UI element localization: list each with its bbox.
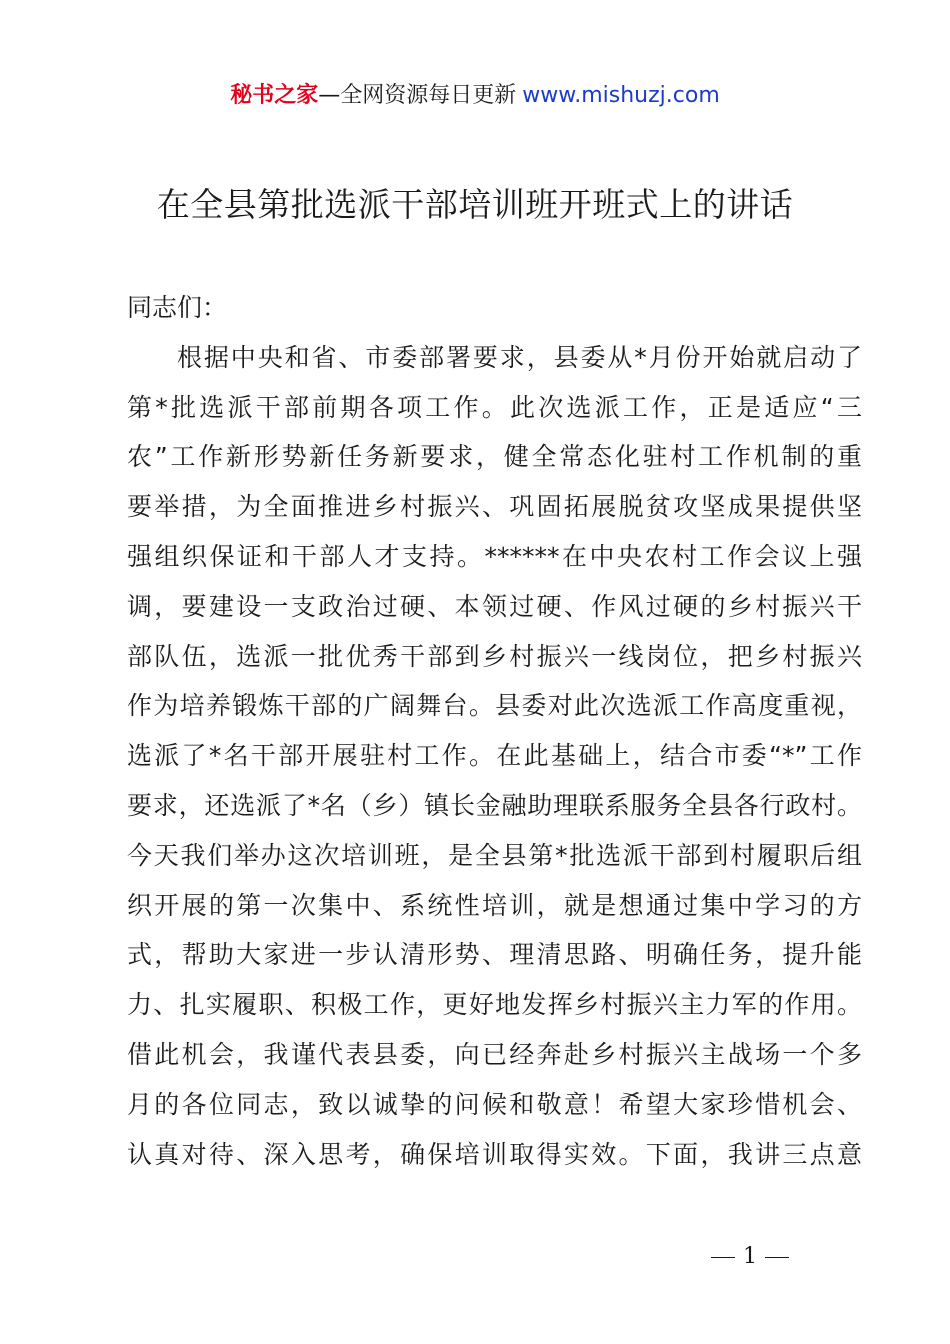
paragraph-line: 强组织保证和干部人才支持。******在中央农村工作会议上强 <box>127 541 862 571</box>
paragraph-line: 力、扎实履职、积极工作，更好地发挥乡村振兴主力军的作用。 <box>127 990 862 1020</box>
page-number-block <box>690 1242 810 1272</box>
paragraph-line: 织开展的第一次集中、系统性培训，就是想通过集中学习的方 <box>127 890 862 920</box>
site-url-link[interactable]: www.mishuzj.com <box>522 83 720 108</box>
paragraph-line: 月的各位同志，致以诚挚的问候和敬意！希望大家珍惜机会、 <box>127 1089 862 1119</box>
paragraph-line: 认真对待、深入思考，确保培训取得实效。下面，我讲三点意 <box>127 1139 862 1169</box>
document-body <box>127 283 862 1179</box>
paragraph-line: 式，帮助大家进一步认清形势、理清思路、明确任务，提升能 <box>127 940 862 970</box>
salutation: 同志们： <box>127 293 228 322</box>
header-tagline: —全网资源每日更新 <box>318 83 517 108</box>
paragraph-line: 借此机会，我谨代表县委，向已经奔赴乡村振兴主战场一个多 <box>127 1039 862 1069</box>
paragraph-line: 要求，还选派了*名（乡）镇长金融助理联系服务全县各行政村。 <box>127 790 862 820</box>
paragraph-line: 要举措，为全面推进乡村振兴、巩固拓展脱贫攻坚成果提供坚 <box>127 492 862 522</box>
paragraph-line: 今天我们举办这次培训班，是全县第*批选派干部到村履职后组 <box>127 840 862 870</box>
right-dash <box>765 1257 789 1258</box>
site-header <box>0 80 950 112</box>
brand-name: 秘书之家 <box>230 83 319 108</box>
page-number: 1 <box>743 1244 757 1269</box>
paragraph-line: 部队伍，选派一批优秀干部到乡村振兴一线岗位，把乡村振兴 <box>127 641 862 671</box>
paragraph-line: 作为培养锻炼干部的广阔舞台。县委对此次选派工作高度重视， <box>127 691 862 721</box>
page-footer <box>0 1242 950 1272</box>
left-dash <box>711 1257 735 1258</box>
document-title: 在全县第批选派干部培训班开班式上的讲话 <box>156 185 794 224</box>
paragraph-line: 选派了*名干部开展驻村工作。在此基础上，结合市委“*”工作 <box>127 741 862 771</box>
paragraph-line: 调，要建设一支政治过硬、本领过硬、作风过硬的乡村振兴干 <box>127 591 862 621</box>
paragraph-line: 根据中央和省、市委部署要求，县委从*月份开始就启动了 <box>177 342 862 372</box>
paragraph-line: 农”工作新形势新任务新要求，健全常态化驻村工作机制的重 <box>127 442 862 472</box>
paragraph-line: 第*批选派干部前期各项工作。此次选派工作，正是适应“三 <box>127 392 862 422</box>
